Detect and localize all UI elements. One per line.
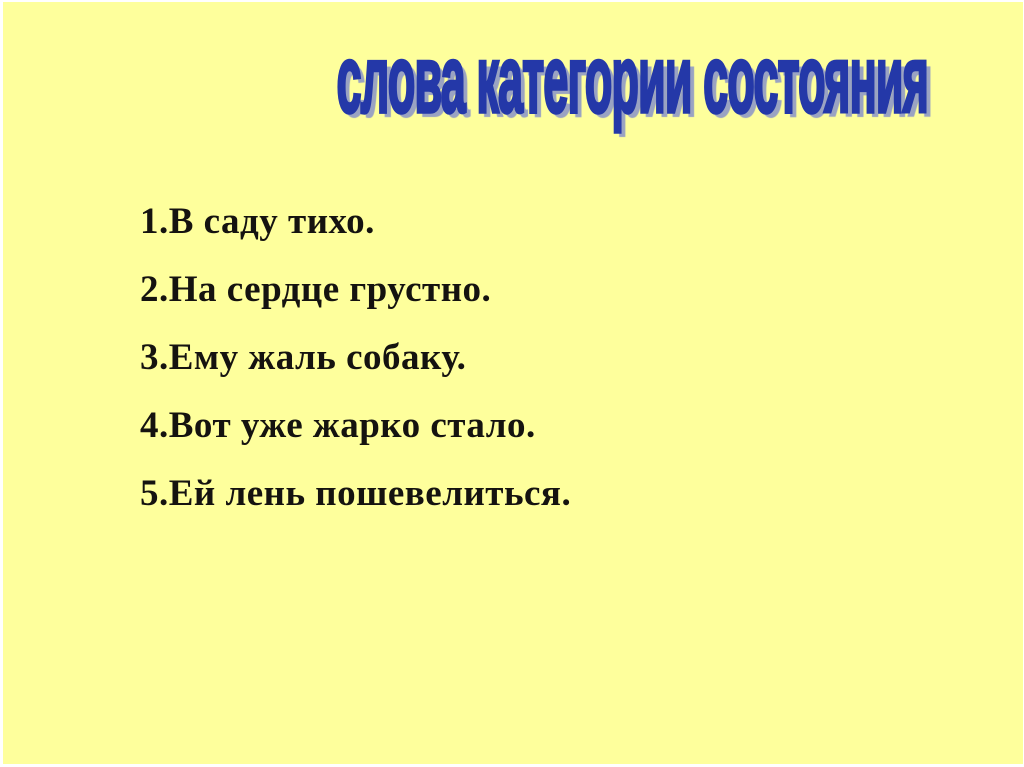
list-item-4: 4.Вот уже жарко стало. bbox=[140, 405, 536, 446]
slide-title-area bbox=[3, 26, 1023, 140]
sentence-list bbox=[140, 188, 571, 528]
list-item-1: 1.В саду тихо. bbox=[140, 201, 375, 242]
list-item-3: 3.Ему жаль собаку. bbox=[140, 337, 467, 378]
slide-title: слова категории состояния bbox=[336, 26, 928, 133]
list-item-5: 5.Ей лень пошевелиться. bbox=[140, 473, 572, 514]
list-item-2: 2.На сердце грустно. bbox=[140, 269, 492, 310]
slide-background bbox=[3, 2, 1023, 764]
